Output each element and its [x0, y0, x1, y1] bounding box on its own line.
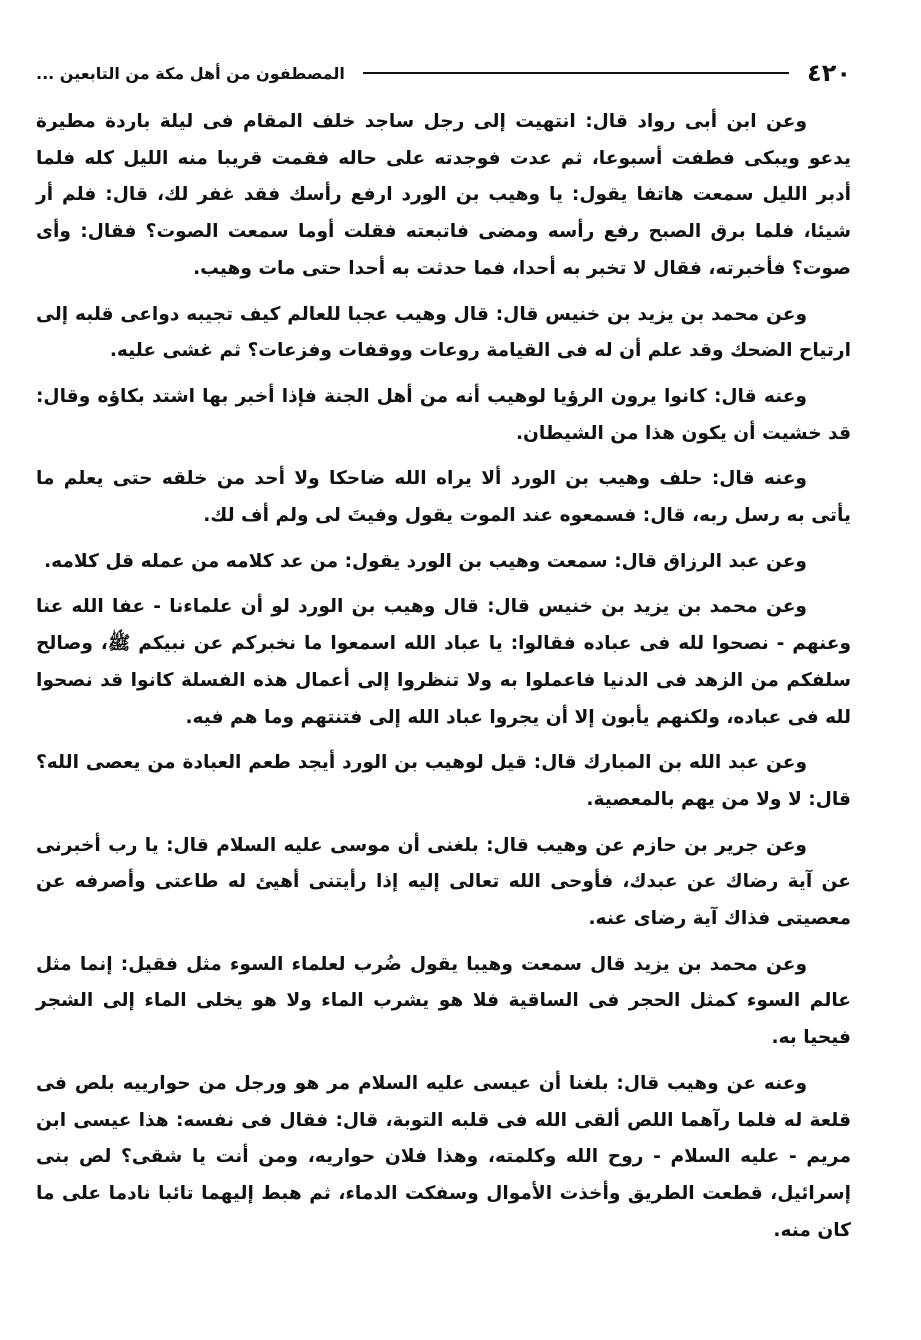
paragraph-dream: وعنه قال: كانوا يرون الرؤيا لوهيب أنه من أهل الجنة فإذا أخبر بها اشتد بكاؤه وقال: قد خشيت أن يكون هذا من الشيطان. [36, 385, 851, 444]
running-head [36, 58, 851, 88]
header-rule [363, 72, 789, 74]
paragraph-moses: وعن جرير بن حازم عن وهيب قال: بلغنى أن موسى عليه السلام قال: يا رب أخبرنى عن آية رضاك عن عبدك، فأوحى الله تعالى إليه إذا رأيتنى أهيئ له طاعتى وأصرفه عن معصيتى فذاك آية رضاى عنه. [36, 834, 851, 930]
paragraph-jesus-thief: وعنه عن وهيب قال: بلغنا أن عيسى عليه السلام مر هو ورجل من حوارييه بلص فى قلعة له فلما رآهما اللص ألقى الله فى قلبه التوبة، قال: فقال فى نفسه: هذا عيسى ابن مريم - عليه السلام - روح الله وكلمته، وهذا فلان حواريه، ومن أنت يا شقى؟ لص بنى إسرائيل، قطعت الطريق وأخذت الأموال وسفكت الدماء، ثم هبط إليهما تائبا نادما على ما كان منه. [36, 1072, 851, 1241]
paragraph-worship: وعن عبد الله بن المبارك قال: قيل لوهيب بن الورد أيجد طعم العبادة من يعصى الله؟ قال: لا ولا من يهم بالمعصية. [36, 752, 851, 810]
page-body [36, 104, 851, 1249]
paragraph-ibn-abi-rawwad: وعن ابن أبى رواد قال: انتهيت إلى رجل ساجد خلف المقام فى ليلة باردة مطيرة يدعو ويبكى فطفت أسبوعا، ثم عدت فوجدته على حاله فقمت قريبا منه الليل كله فلما أدبر الليل سمعت هاتفا يقول: يا وهيب بن الورد ارفع رأسك فقد غفر لك، قال: فلم أر شيئا، فلما برق الصبح رفع رأسه ومضى فاتبعته فقلت أوما سمعت الصوت؟ فقال: وأى صوت؟ فأخبرته، فقال لا تخبر به أحدا، فما حدثت به أحدا حتى مات وهيب. [36, 111, 851, 279]
paragraph-speech: وعن عبد الرزاق قال: سمعت وهيب بن الورد يقول: من عد كلامه من عمله قل كلامه. [44, 550, 807, 572]
paragraph-evil-scholar: وعن محمد بن يزيد قال سمعت وهيبا يقول ضُرب لعلماء السوء مثل فقيل: إنما مثل عالم السوء كمثل الحجر فى الساقية فلا هو يشرب الماء ولا هو يخلى الماء إلى الشجر فيحيا به. [36, 953, 851, 1049]
running-title: المصطفون من أهل مكة من التابعين ... [36, 63, 345, 83]
paragraph-oath: وعنه قال: حلف وهيب بن الورد ألا يراه الله ضاحكا ولا أحد من خلقه حتى يعلم ما يأتى به رسل ربه، قال: فسمعوه عند الموت يقول وفيتَ لى ولم أف لك. [36, 468, 851, 527]
paragraph-laughter: وعن محمد بن يزيد بن خنيس قال: قال وهيب عجبا للعالم كيف تجيبه دواعى قلبه إلى ارتياح الضحك وقد علم أن له فى القيامة روعات ووقفات وفزعات؟ ثم غشى عليه. [36, 303, 851, 362]
paragraph-scholars: وعن محمد بن يزيد بن خنيس قال: قال وهيب بن الورد لو أن علماءنا - عفا الله عنا وعنهم - نصحوا لله فى عباده فقالوا: يا عباد الله اسمعوا ما نخبركم عن نبيكم ﷺ، وصالح سلفكم من الزهد فى الدنيا فاعملوا به ولا تنظروا إلى أعمال هذه الفسلة كانوا قد نصحوا لله فى عباده، ولكنهم يأبون إلا أن يجروا عباد الله إلى فتنتهم وما هم فيه. [36, 596, 851, 728]
page-number: ٤٢٠ [807, 59, 851, 87]
